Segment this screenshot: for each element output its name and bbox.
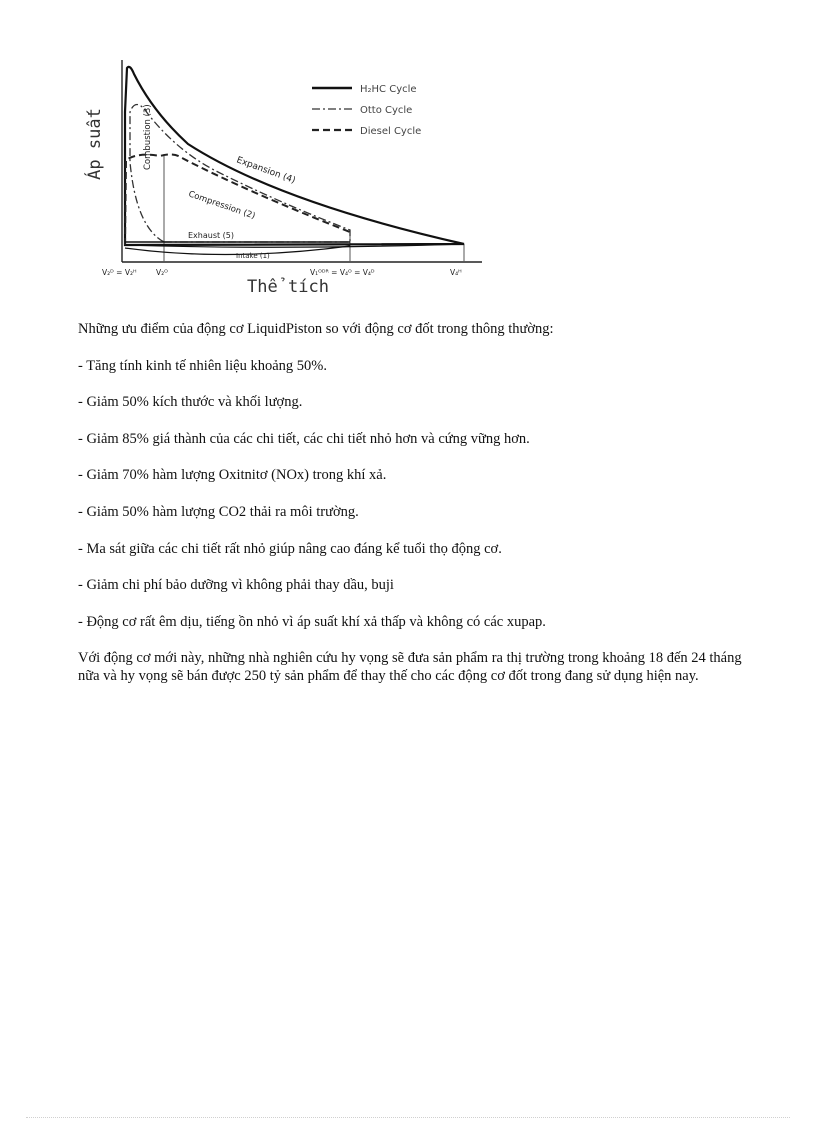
x-tick-v4h: V₄ᴴ bbox=[450, 268, 462, 277]
advantage-item: - Giảm chi phí bảo dưỡng vì không phải thay dầu, buji bbox=[78, 577, 394, 594]
x-tick-v2o: V₂ᴼ bbox=[156, 268, 168, 277]
annotation-compression: Compression (2) bbox=[187, 189, 257, 222]
advantage-item: - Giảm 70% hàm lượng Oxitnitơ (NOx) trong khí xả. bbox=[78, 467, 387, 484]
diesel-cycle-curve bbox=[125, 154, 350, 245]
x-tick-v1: V₁ᴼᴰᴿ = V₄ᴼ = V₄ᴰ bbox=[310, 268, 375, 277]
annotation-exhaust: Exhaust (5) bbox=[188, 231, 235, 240]
advantage-item: - Giảm 85% giá thành của các chi tiết, các chi tiết nhỏ hơn và cứng vững hơn. bbox=[78, 430, 530, 447]
advantage-item: - Tăng tính kinh tế nhiên liệu khoảng 50%. bbox=[78, 357, 328, 374]
legend bbox=[312, 84, 421, 137]
x-axis-label: Thể tích bbox=[247, 277, 329, 297]
y-axis-label: Áp suất bbox=[85, 108, 105, 180]
x-tick-v2d: V₂ᴰ = V₂ᴴ bbox=[102, 268, 137, 277]
article-body bbox=[78, 320, 758, 704]
advantage-item: - Động cơ rất êm dịu, tiếng ồn nhỏ vì áp suất khí xả thấp và không có các xupap. bbox=[78, 613, 546, 630]
annotation-combustion: Combustion (3) bbox=[143, 104, 153, 170]
advantage-item: - Giảm 50% kích thước và khối lượng. bbox=[78, 394, 303, 411]
legend-label-diesel: Diesel Cycle bbox=[360, 126, 422, 137]
intro-paragraph: Những ưu điểm của động cơ LiquidPiston so với động cơ đốt trong thông thường: bbox=[78, 321, 554, 337]
legend-label-h2hc: H₂HC Cycle bbox=[360, 84, 417, 95]
advantage-item: - Giảm 50% hàm lượng CO2 thải ra môi trường. bbox=[78, 503, 359, 520]
advantage-item: - Ma sát giữa các chi tiết rất nhỏ giúp nâng cao đáng kể tuổi thọ động cơ. bbox=[78, 540, 502, 557]
annotation-expansion: Expansion (4) bbox=[234, 155, 297, 187]
legend-label-otto: Otto Cycle bbox=[360, 105, 413, 116]
pv-diagram-figure bbox=[78, 52, 490, 298]
annotation-intake: Intake (1) bbox=[236, 252, 270, 260]
closing-paragraph: Với động cơ mới này, những nhà nghiên cứu hy vọng sẽ đưa sản phẩm ra thị trường trong khoảng 18 đến 24 tháng nữa và hy vọng sẽ bán được 250 tỷ sản phẩm để thay thế cho các động cơ đốt trong đang sử dụng hiện nay. bbox=[78, 650, 742, 685]
page-bottom-divider bbox=[26, 1117, 790, 1118]
